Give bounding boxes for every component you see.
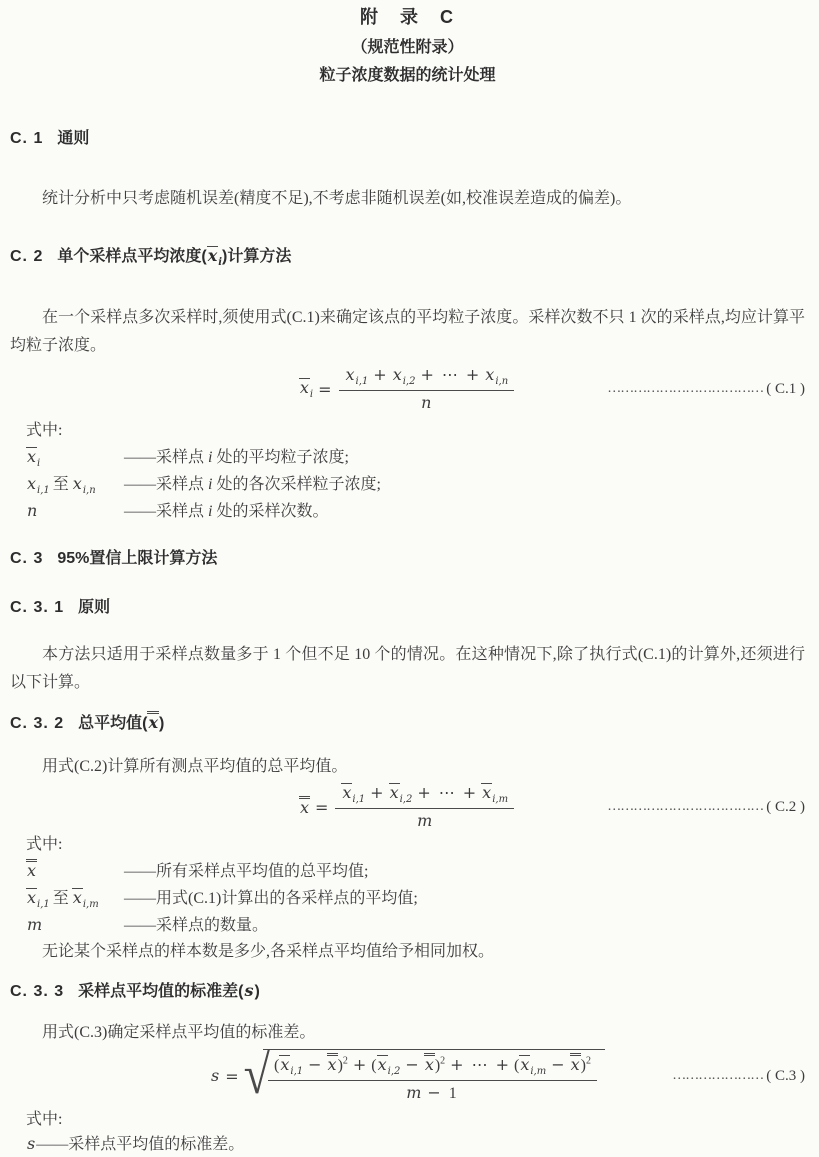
heading-c31-number: C. 3. 1 (10, 599, 65, 617)
heading-c2-pre: 单个采样点平均浓度( (57, 248, 207, 265)
heading-c1-number: C. 1 (10, 130, 44, 147)
heading-c31 (10, 598, 805, 618)
heading-c2 (10, 246, 805, 268)
var-i: i (208, 449, 213, 467)
heading-c2-number: C. 2 (10, 248, 44, 265)
def-text: ——用式(C.1)计算出的各采样点的平均值; (124, 890, 418, 908)
formula-row-c2 (10, 782, 805, 832)
heading-c33-number: C. 3. 3 (10, 983, 65, 1001)
var-i: i (208, 503, 213, 521)
para-c2: 在一个采样点多次采样时,须使用式(C.1)来确定该点的平均粒子浓度。采样次数不只 1 次的采样点,均应计算平均粒子浓度。 (10, 309, 805, 355)
formula-row-c3 (10, 1046, 805, 1106)
def-text: ——采样点的数量。 (124, 917, 269, 935)
heading-c33-pre: 采样点平均值的标准差( (78, 983, 244, 1001)
def-text: ——采样点 i 处的平均粒子浓度; (124, 449, 349, 467)
def-symbol: $x_{i,1}$ 至 $x_{i,n}$ (27, 474, 96, 497)
mean-symbol: $x_i$ (207, 246, 223, 269)
heading-c32-post: ) (159, 715, 165, 733)
def-symbol: $x_{i,1}$ 至 $x_{i,m}$ (27, 888, 99, 911)
heading-c2-post: )计算方法 (222, 248, 292, 265)
def-symbol: x (27, 861, 37, 881)
formula-c1: $x_i$ = $\frac{x_{i,1} + x_{i,2} + \cdots + x_{i,n}}{n}$ (299, 365, 516, 413)
appendix-title: 附 录 C (360, 7, 455, 27)
dot-leader-c1: ……………………………… (607, 381, 764, 397)
def-symbol: m (27, 915, 43, 935)
def-symbol: $x_i$ (27, 447, 41, 470)
var-i: i (208, 476, 213, 494)
grand-mean-symbol: x (148, 713, 159, 733)
def-text: ——采样点平均值的标准差。 (36, 1136, 245, 1154)
formula-label-c3: ( C.3 ) (766, 1067, 806, 1084)
formula-label-c1: ( C.1 ) (766, 380, 805, 397)
dot-leader-c3: ………………… (672, 1068, 764, 1084)
heading-c3-title: 95%置信上限计算方法 (57, 550, 218, 568)
def-text: ——采样点 i 处的采样次数。 (124, 503, 329, 521)
heading-c31-title: 原则 (78, 599, 111, 617)
appendix-topic: 粒子浓度数据的统计处理 (319, 67, 496, 84)
appendix-subtitle: （规范性附录） (351, 39, 464, 56)
def-row (26, 858, 805, 885)
def-row (26, 912, 805, 939)
para-general: 统计分析中只考虑随机误差(精度不足),不考虑非随机误差(如,校准误差造成的偏差)。 (42, 190, 632, 207)
para-c31: 本方法只适用于采样点数量多于 1 个但不足 10 个的情况。在这种情况下,除了执行式(C.1)的计算外,还须进行以下计算。 (10, 646, 805, 692)
para-weighting-note: 无论某个采样点的样本数是多少,各采样点平均值给予相同加权。 (42, 943, 495, 961)
where-label-c2: 式中: (26, 422, 63, 440)
heading-c32-pre: 总平均值( (78, 715, 148, 733)
heading-c33-post: ) (254, 983, 260, 1001)
heading-c1-title: 通则 (57, 130, 90, 147)
formula-c2: x = $\frac{x_{i,1} + x_{i,2} + \cdots + x_{i,m}}{m}$ (299, 783, 516, 831)
formula-row-c1 (10, 364, 805, 414)
def-row (26, 444, 805, 471)
heading-c1 (10, 129, 805, 149)
def-row (26, 885, 805, 912)
def-row (26, 1132, 805, 1157)
stddev-symbol: s (244, 981, 254, 1001)
para-c33: 用式(C.3)确定采样点平均值的标准差。 (42, 1024, 316, 1042)
def-symbol: s (27, 1134, 36, 1154)
def-symbol: n (27, 501, 38, 521)
formula-label-c2: ( C.2 ) (766, 798, 806, 815)
where-label-c32: 式中: (26, 836, 63, 854)
def-text: ——采样点 i 处的各次采样粒子浓度; (124, 476, 381, 494)
def-text: ——所有采样点平均值的总平均值; (124, 863, 369, 881)
heading-c3 (10, 549, 805, 569)
def-row (26, 498, 805, 525)
where-label-c33: 式中: (26, 1111, 63, 1129)
def-row (26, 471, 805, 498)
para-c32: 用式(C.2)计算所有测点平均值的总平均值。 (42, 758, 348, 776)
heading-c32-number: C. 3. 2 (10, 715, 65, 733)
heading-c3-number: C. 3 (10, 550, 44, 568)
formula-c3: s = √ $\frac{(x_{i,1} - x)^2 + (x_{i,2} - x)^2 + \cdots + (x_{i,m} - x)^2}{m - 1}$ (210, 1049, 605, 1103)
dot-leader-c2: ……………………………… (607, 799, 764, 815)
heading-c32 (10, 711, 805, 734)
heading-c33 (10, 981, 805, 1002)
